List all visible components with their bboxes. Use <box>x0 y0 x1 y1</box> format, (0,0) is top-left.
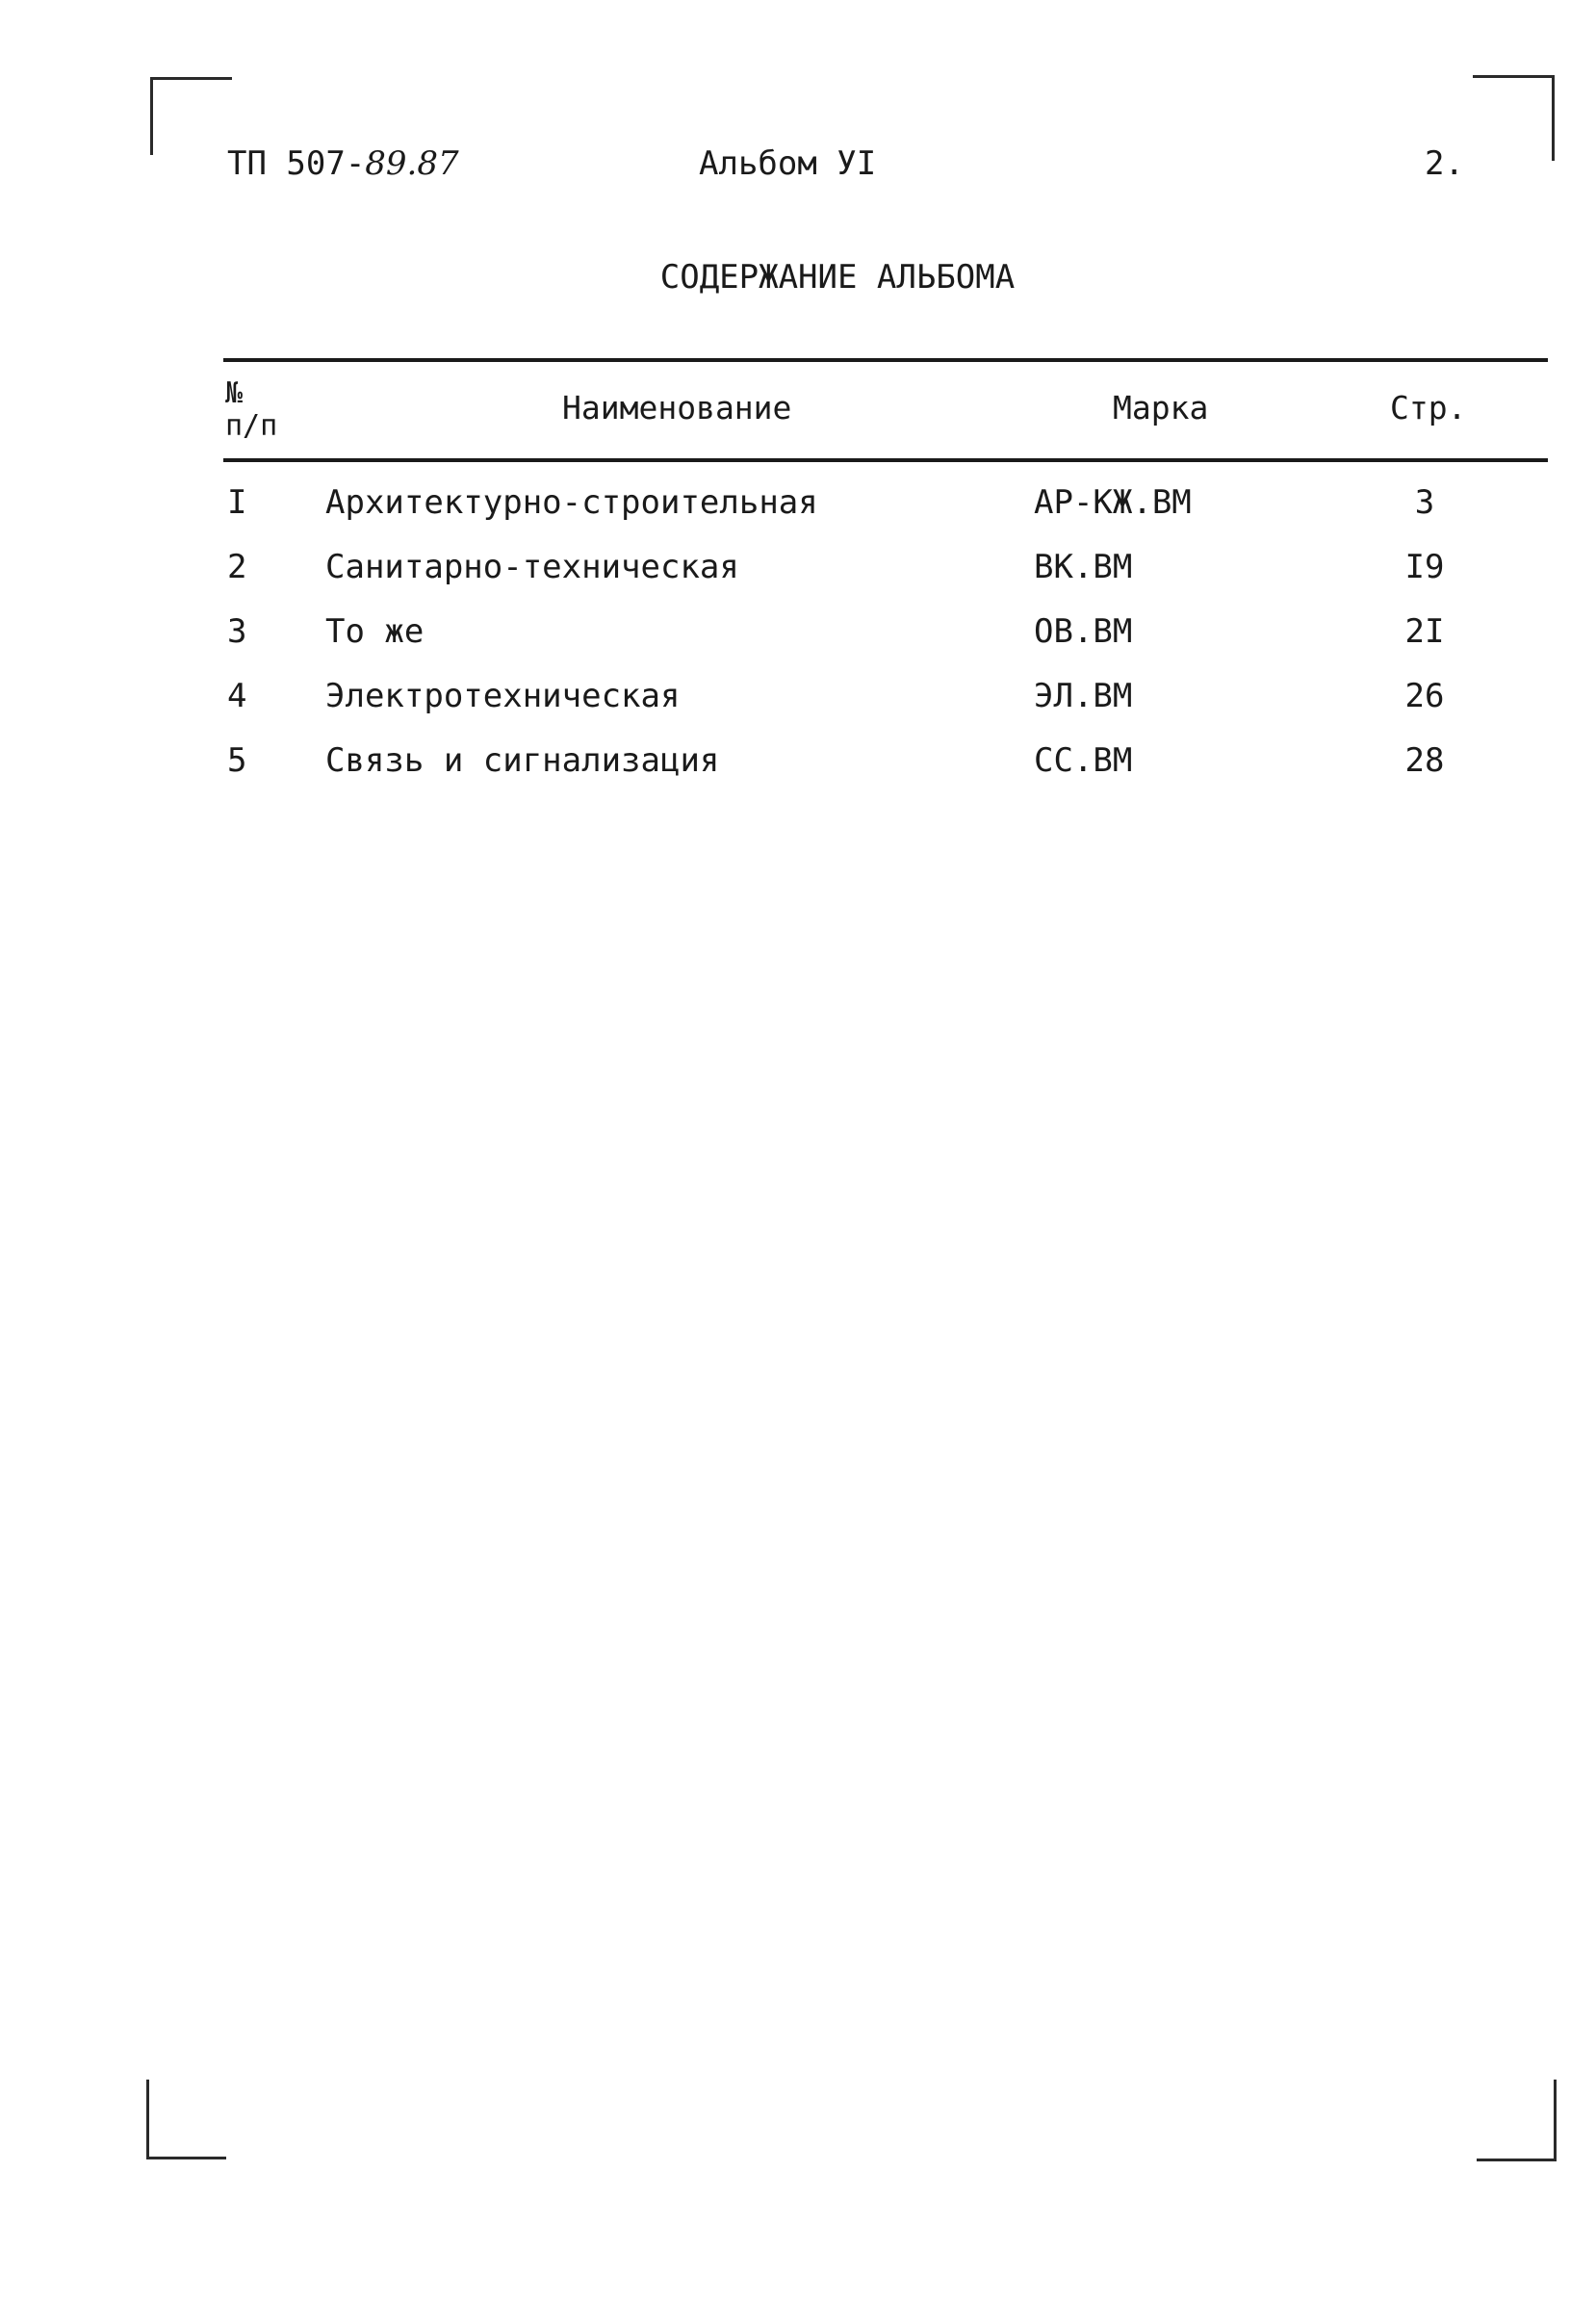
column-header-mark: Марка <box>1113 389 1209 427</box>
corner-mark-bottom-left <box>146 2080 226 2159</box>
table-row <box>0 548 1596 612</box>
column-header-number-sign: № <box>225 376 244 410</box>
document-code <box>227 144 459 183</box>
column-header-number <box>225 377 277 443</box>
row-page: 28 <box>1404 741 1445 780</box>
row-page: I9 <box>1404 548 1445 586</box>
row-mark: ОВ.ВМ <box>1034 612 1133 651</box>
table-body <box>0 483 1596 806</box>
page-title: СОДЕРЖАНИЕ АЛЬБОМА <box>659 258 1016 297</box>
album-label: Альбом УI <box>699 144 877 183</box>
corner-mark-bottom-right <box>1477 2080 1557 2161</box>
table-row <box>0 741 1596 806</box>
row-mark: ЭЛ.ВМ <box>1034 677 1133 715</box>
row-name: Связь и сигнализация <box>325 741 720 780</box>
row-mark: СС.ВМ <box>1034 741 1133 780</box>
column-header-page: Стр. <box>1390 389 1467 427</box>
row-number: 2 <box>227 548 247 586</box>
table-top-rule <box>223 358 1548 362</box>
document-code-handwritten: 89.87 <box>365 144 459 183</box>
row-page: 3 <box>1414 483 1435 522</box>
corner-mark-top-right <box>1473 75 1555 161</box>
table-header-rule <box>223 458 1548 462</box>
row-name: Архитектурно-строительная <box>325 483 818 522</box>
row-mark: АР-КЖ.ВМ <box>1034 483 1192 522</box>
row-page: 26 <box>1404 677 1445 715</box>
column-header-name: Наименование <box>562 389 792 427</box>
document-code-prefix: ТП 507- <box>227 144 366 183</box>
table-row <box>0 612 1596 677</box>
row-number: 5 <box>227 741 247 780</box>
row-mark: ВК.ВМ <box>1034 548 1133 586</box>
row-page: 2I <box>1404 612 1445 651</box>
table-row <box>0 677 1596 741</box>
row-name: Санитарно-техническая <box>325 548 739 586</box>
table-row <box>0 483 1596 548</box>
row-number: I <box>227 483 247 522</box>
corner-mark-top-left <box>150 77 232 155</box>
row-number: 4 <box>227 677 247 715</box>
page-number: 2. <box>1425 144 1464 183</box>
row-number: 3 <box>227 612 247 651</box>
column-header-number-label: п/п <box>225 409 278 443</box>
row-name: То же <box>325 612 425 651</box>
row-name: Электротехническая <box>325 677 681 715</box>
